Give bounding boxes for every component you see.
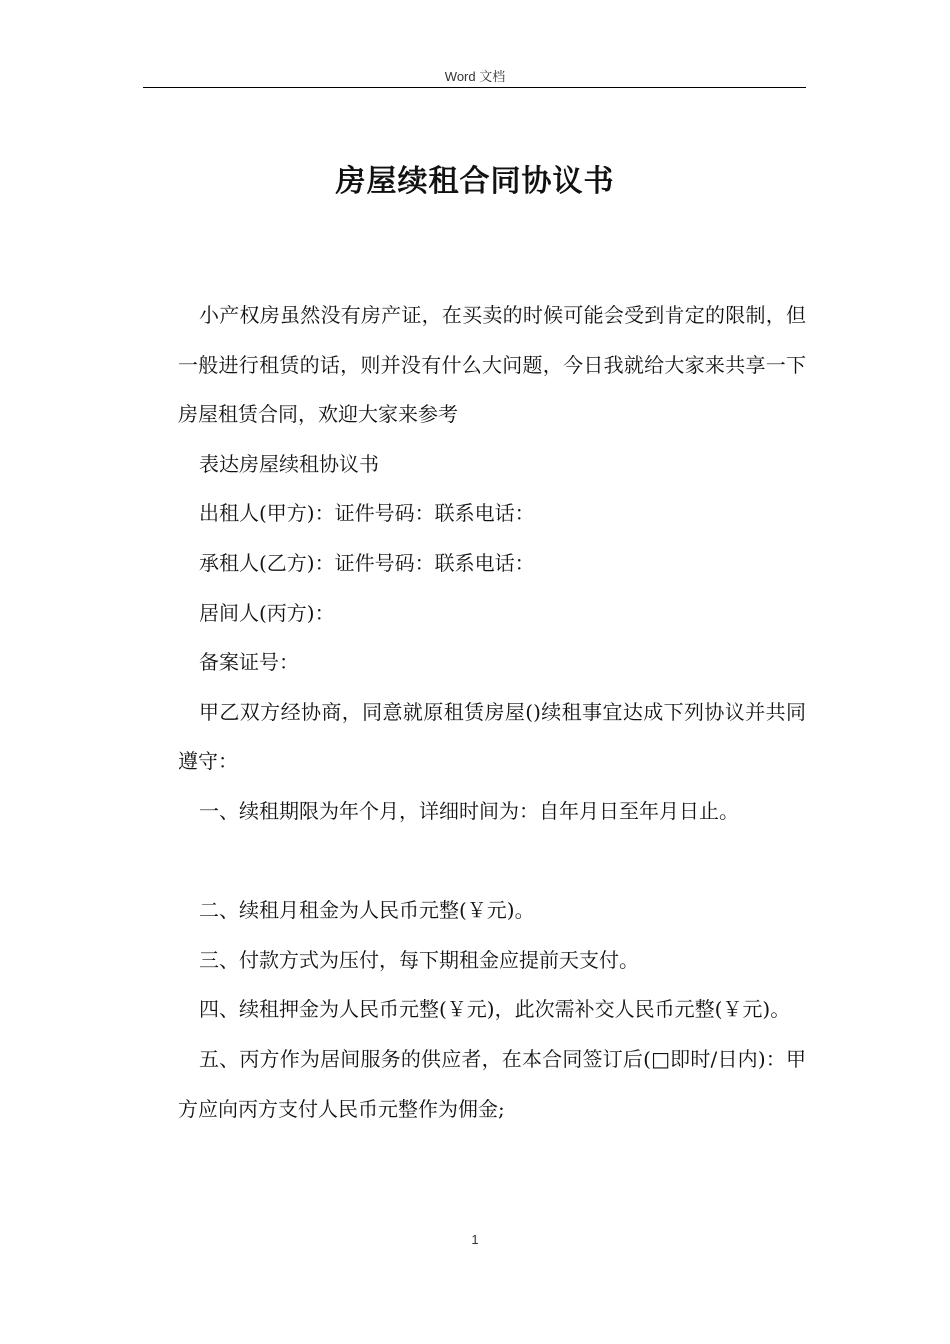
paragraph-subtitle: 表达房屋续租协议书 [199, 451, 379, 476]
header-divider [143, 87, 806, 88]
clause-5: 五、丙方作为居间服务的供应者，在本合同签订后(□即时/日内)：甲方应向丙方支付人民币元整作为佣金; [178, 1046, 806, 1121]
paragraph-lessee: 承租人(乙方)：证件号码：联系电话： [199, 550, 535, 575]
page-number: 1 [471, 1232, 479, 1247]
clause-4: 四、续租押金为人民币元整(￥元)，此次需补交人民币元整(￥元)。 [199, 997, 791, 1022]
paragraph-agreement: 甲乙双方经协商，同意就原租赁房屋()续租事宜达成下列协议并共同遵守： [178, 699, 806, 774]
clause-3: 三、付款方式为压付，每下期租金应提前天支付。 [199, 947, 639, 972]
clause-1: 一、续租期限为年个月，详细时间为：自年月日至年月日止。 [199, 798, 739, 823]
document-title: 房屋续租合同协议书 [335, 164, 615, 199]
document-body [178, 291, 806, 1134]
page-header: Word 文档 [444, 69, 506, 84]
blank-line [178, 837, 806, 887]
paragraph-lessor: 出租人(甲方)：证件号码：联系电话： [199, 501, 535, 526]
paragraph-intro: 小产权房虽然没有房产证，在买卖的时候可能会受到肯定的限制，但一般进行租赁的话，则并没有什么大问题，今日我就给大家来共享一下房屋租赁合同，欢迎大家来参考 [178, 303, 806, 427]
paragraph-intermediary: 居间人(丙方)： [199, 600, 335, 625]
paragraph-record-number: 备案证号： [199, 650, 299, 675]
clause-2: 二、续租月租金为人民币元整(￥元)。 [199, 898, 535, 923]
